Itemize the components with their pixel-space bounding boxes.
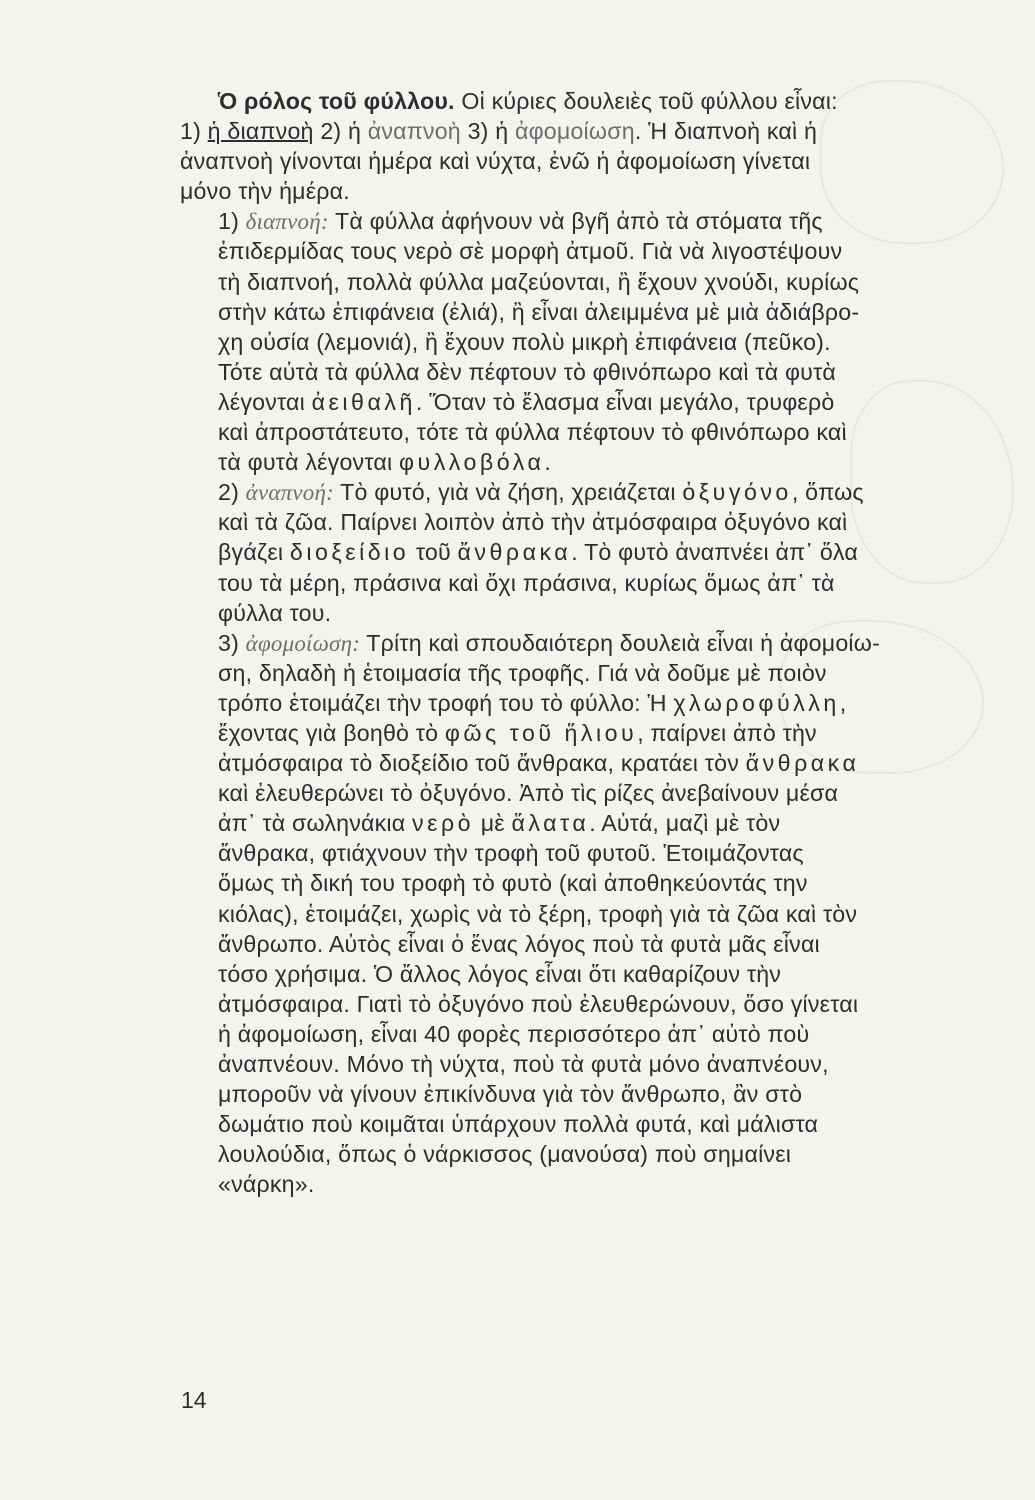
text-run: βγάζει — [218, 539, 290, 566]
text-run: . Ἡ διαπνοὴ καὶ ἡ — [634, 118, 818, 145]
section3-line-19: «νάρκη». — [218, 1171, 315, 1198]
section2-line-2: καὶ τὰ ζῶα. Παίρνει λοιπὸν ἀπὸ τὴν ἀτμόσφαιρα ὀξυγόνο καὶ — [218, 509, 848, 536]
section1-line-7 — [180, 387, 1010, 417]
text-run: . — [544, 449, 552, 476]
text-run: . Ὅταν τὸ ἔλασμα εἶναι μεγάλο, τρυφερὸ — [415, 388, 835, 415]
section3-line-14: ἡ ἀφομοίωση, εἶναι 40 φορὲς περισσότερο ἀπ᾽ αὐτὸ ποὺ — [218, 1020, 810, 1047]
section3-line-17: δωμάτιο ποὺ κοιμᾶται ὑπάρχουν πολλὰ φυτά, καὶ μάλιστα — [218, 1111, 819, 1138]
spaced-term: ἀειθαλῆ — [311, 388, 416, 415]
page-number: 14 — [181, 1387, 207, 1413]
list-number: 1) — [218, 208, 246, 235]
list-number: 2) — [218, 479, 246, 506]
intro-line-4: μόνο τὴν ἡμέρα. — [180, 178, 350, 205]
body-text — [180, 86, 1010, 1199]
intro-line-3: ἀναπνοὴ γίνονται ἡμέρα καὶ νύχτα, ἐνῶ ἡ ἀφομοίωση γίνεται — [180, 148, 811, 175]
section1-line-3: τὴ διαπνοή, πολλὰ φύλλα μαζεύονται, ἢ ἔχουν χνούδι, κυρίως — [218, 268, 860, 295]
underlined-term: ἀφομοίωση — [514, 118, 635, 145]
section3-line-9: ὅμως τὴ δική του τροφὴ τὸ φυτὸ (καὶ ἀποθηκεύοντάς την — [218, 870, 808, 897]
text-run: 1) — [180, 118, 208, 145]
spaced-term: ὀξυγόνο — [682, 479, 792, 506]
text-run: . Αὐτά, μαζὶ μὲ τὸν — [589, 810, 781, 837]
section2-line-4: του τὰ μέρη, πράσινα καὶ ὄχι πράσινα, κυρίως ὅμως ἀπ᾽ τὰ — [218, 569, 835, 596]
text-run: Οἱ κύριες δουλειὲς τοῦ φύλλου εἶναι: — [454, 88, 838, 114]
text-run: . Τὸ φυτὸ ἀναπνέει ἀπ᾽ ὅλα — [571, 539, 858, 566]
section-term: ἀφομοίωση: — [245, 630, 361, 656]
section3-line-6: καὶ ἐλευθερώνει τὸ ὀξυγόνο. Ἀπὸ τὶς ρίζες ἀνεβαίνουν μέσα — [218, 780, 839, 807]
text-run: Τὰ φύλλα ἀφήνουν νὰ βγῆ ἀπὸ τὰ στόματα τῆς — [328, 208, 823, 235]
spaced-term: χλωροφύλλη — [673, 689, 840, 716]
section3-line-16: μποροῦν νὰ γίνουν ἐπικίνδυνα γιὰ τὸν ἄνθρωπο, ἂν στὸ — [218, 1081, 803, 1108]
underlined-term: ἡ διαπνοὴ — [207, 118, 314, 145]
text-run: Τρίτη καὶ σπουδαιότερη δουλειὰ εἶναι ἡ ἀφομοίω- — [360, 629, 881, 656]
text-run: 3) ἡ — [460, 118, 515, 145]
text-run: λέγονται — [218, 388, 312, 415]
text-run: τρόπο ἑτοιμάζει τὴν τροφή του τὸ φύλλο: Ἡ — [218, 689, 674, 716]
section3-line-15: ἀναπνέουν. Μόνο τὴ νύχτα, ποὺ τὰ φυτὰ μόνο ἀναπνέουν, — [218, 1051, 829, 1077]
text-run: Τὸ φυτό, γιὰ νὰ ζήση, χρειάζεται — [333, 479, 683, 506]
section1-line-2: ἐπιδερμίδας τους νερὸ σὲ μορφὴ ἀτμοῦ. Γιὰ νὰ λιγοστέψουν — [218, 238, 843, 265]
underlined-term: ἀναπνοὴ — [367, 118, 461, 145]
text-run: , — [839, 689, 847, 716]
list-number: 3) — [218, 629, 246, 656]
section2-line-5: φύλλα του. — [218, 599, 332, 626]
section-term: διαπνοή: — [245, 209, 329, 235]
text-run: , παίρνει ἀπὸ τὴν — [637, 719, 817, 746]
text-run: 2) ἡ — [313, 118, 368, 145]
section3-line-13: ἀτμόσφαιρα. Γιατὶ τὸ ὀξυγόνο ποὺ ἐλευθερώνουν, ὅσο γίνεται — [218, 990, 859, 1017]
section3-line-12: τόσο χρήσιμα. Ὁ ἄλλος λόγος εἶναι ὅτι καθαρίζουν τὴν — [218, 960, 782, 987]
section3-line-2: ση, δηλαδὴ ἡ ἑτοιμασία τῆς τροφῆς. Γιά νὰ δοῦμε μὲ ποιὸν — [218, 659, 827, 686]
section1-line-1 — [180, 206, 1010, 236]
spaced-term: ἄνθρακα — [745, 750, 860, 777]
section-term: ἀναπνοή: — [245, 480, 334, 506]
section2-line-3 — [180, 537, 1010, 567]
paragraph-heading: Ὁ ρόλος τοῦ φύλλου. — [218, 88, 455, 114]
section3-line-10: κιόλας), ἑτοιμάζει, χωρὶς νὰ τὸ ξέρη, τροφὴ γιὰ τὰ ζῶα καὶ τὸν — [218, 900, 858, 927]
text-run: μὲ — [474, 810, 512, 837]
section1-line-9 — [180, 447, 1010, 477]
spaced-term: ἅλατα — [511, 810, 590, 837]
section3-line-8: ἄνθρακα, φτιάχνουν τὴν τροφὴ τοῦ φυτοῦ. Ἑτοιμάζοντας — [218, 840, 804, 867]
text-run: τοῦ — [409, 539, 458, 566]
spaced-term: φυλλοβόλα — [398, 449, 545, 476]
section1-line-5: χη οὐσία (λεμονιά), ἢ ἔχουν πολὺ μικρὴ ἐπιφάνεια (πεῦκο). — [218, 328, 831, 355]
spaced-term: νερὸ — [412, 810, 475, 837]
text-run: ἀπ᾽ τὰ σωληνάκια — [218, 810, 413, 837]
spaced-term: ἄνθρακα — [457, 539, 572, 566]
section3-line-4 — [180, 718, 1010, 748]
section3-line-3 — [180, 688, 1010, 718]
section1-line-4: στὴν κάτω ἐπιφάνεια (ἐλιά), ἢ εἶναι ἀλειμμένα μὲ μιὰ ἀδιάβρο- — [218, 298, 860, 325]
text-run: τὰ φυτὰ λέγονται — [218, 449, 399, 476]
text-run: , ὅπως — [791, 479, 864, 506]
section1-line-6: Τότε αὐτὰ τὰ φύλλα δὲν πέφτουν τὸ φθινόπωρο καὶ τὰ φυτὰ — [218, 358, 837, 385]
section3-line-7 — [180, 808, 1010, 838]
spaced-term: φῶς τοῦ ἥλιου — [444, 719, 638, 746]
section1-line-8: καὶ ἀπροστάτευτο, τότε τὰ φύλλα πέφτουν τὸ φθινόπωρο καὶ — [218, 419, 847, 446]
text-run: ἔχοντας γιὰ βοηθὸ τὸ — [218, 719, 445, 746]
intro-line-1 — [180, 86, 1010, 116]
section3-line-18: λουλούδια, ὅπως ὁ νάρκισσος (μανούσα) ποὺ σημαίνει — [218, 1141, 792, 1168]
section3-line-1 — [180, 628, 1010, 658]
section2-line-1 — [180, 477, 1010, 507]
intro-line-2 — [180, 116, 1010, 146]
spaced-term: διοξείδιο — [289, 539, 410, 566]
section3-line-5 — [180, 748, 1010, 778]
text-run: ἀτμόσφαιρα τὸ διοξείδιο τοῦ ἄνθρακα, κρατάει τὸν — [218, 750, 746, 777]
section3-line-11: ἄνθρωπο. Αὐτὸς εἶναι ὁ ἕνας λόγος ποὺ τὰ φυτὰ μᾶς εἶναι — [218, 930, 820, 957]
